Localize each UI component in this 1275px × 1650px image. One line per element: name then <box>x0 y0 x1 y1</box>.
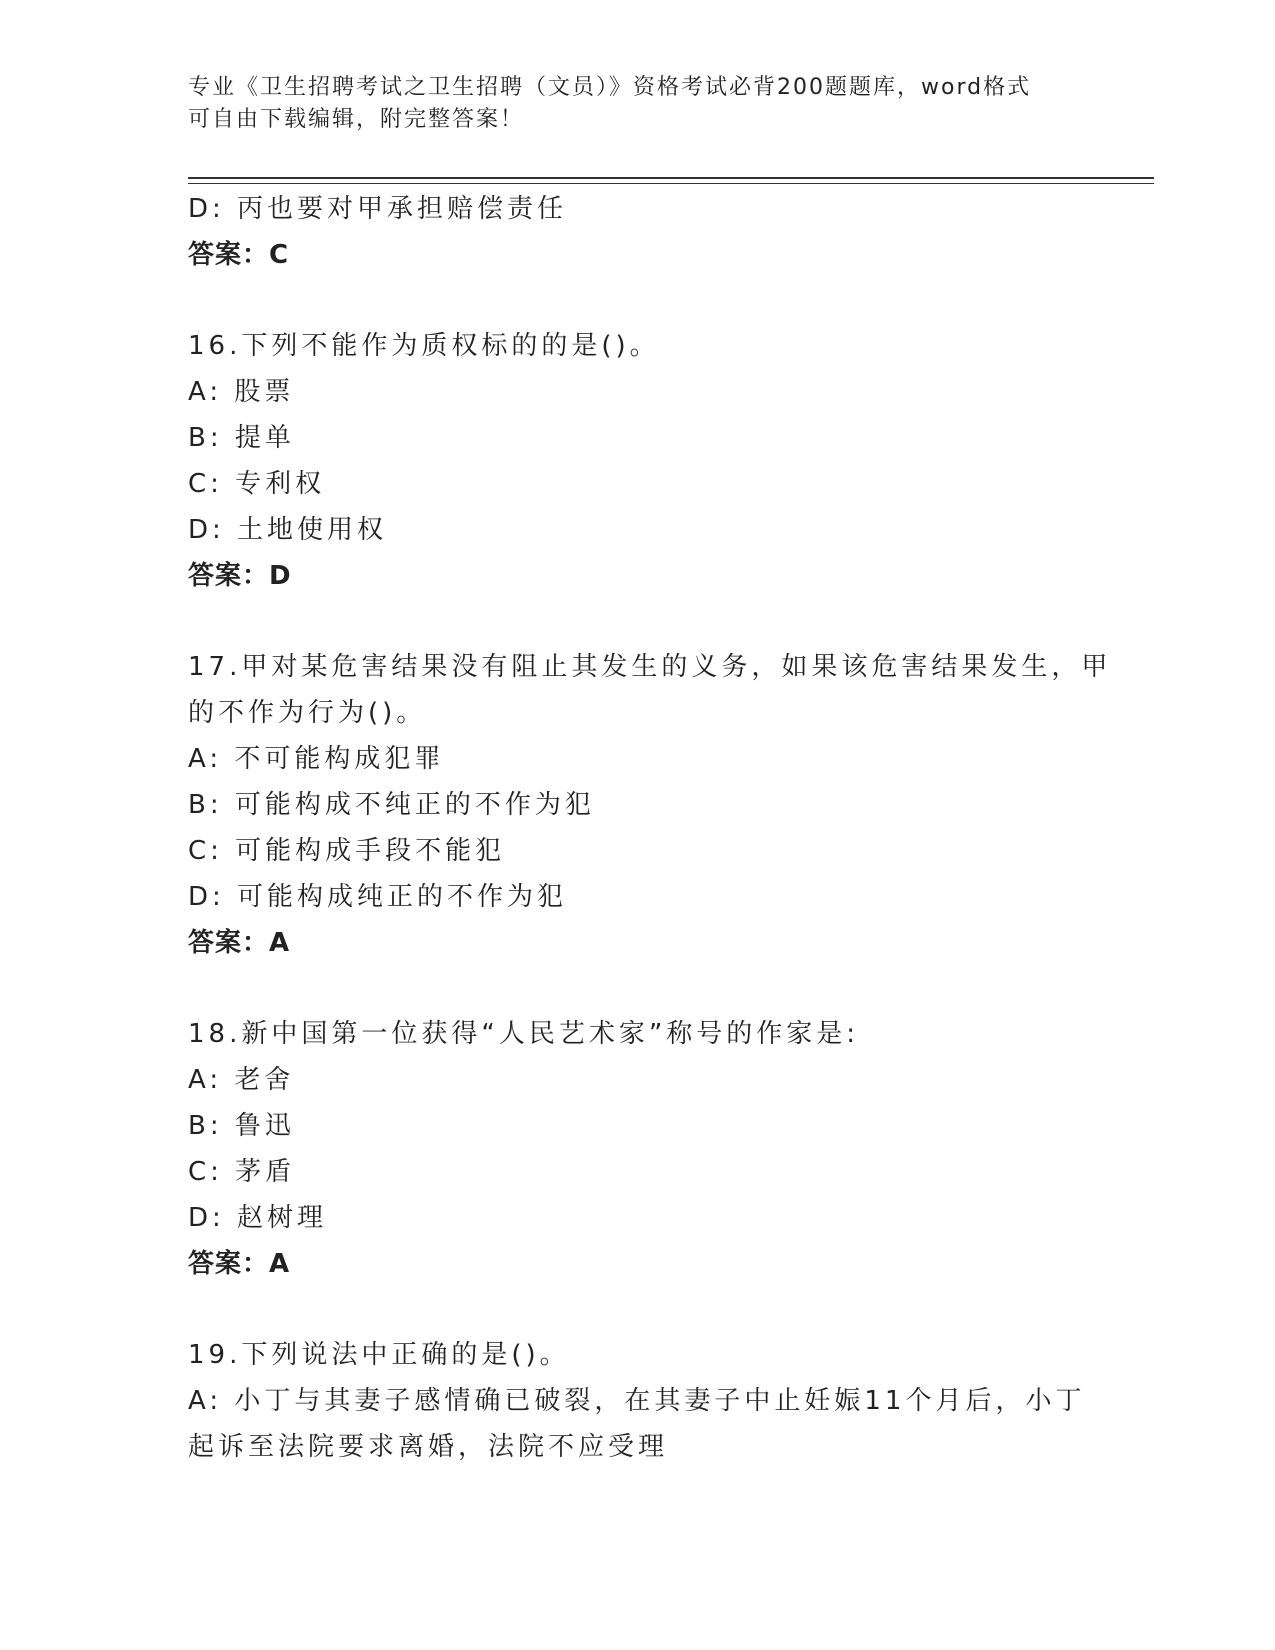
question-19 <box>188 1332 1088 1470</box>
option-c: C: 可能构成手段不能犯 <box>188 836 506 866</box>
option-d: D: 赵树理 <box>188 1203 328 1233</box>
option-c: C: 茅盾 <box>188 1157 296 1187</box>
question-16 <box>188 323 1088 599</box>
question-17 <box>188 644 1112 966</box>
option-a-line-1: A: 小丁与其妻子感情确已破裂，在其妻子中止妊娠11个月后，小丁 <box>188 1386 1086 1416</box>
question-stem: 18.新中国第一位获得“人民艺术家”称号的作家是: <box>188 1019 860 1049</box>
option-b: B: 提单 <box>188 423 295 453</box>
option-d: D: 可能构成纯正的不作为犯 <box>188 882 568 912</box>
question-18 <box>188 1011 1088 1287</box>
option-a-line-2: 起诉至法院要求离婚，法院不应受理 <box>188 1432 669 1462</box>
header-divider-thick <box>188 177 1154 179</box>
option-a: A: 不可能构成犯罪 <box>188 744 445 774</box>
option-b: B: 可能构成不纯正的不作为犯 <box>188 790 595 820</box>
option-b: B: 鲁迅 <box>188 1111 295 1141</box>
option-a: A: 股票 <box>188 377 295 407</box>
prev-question-answer: 答案：C <box>188 240 290 270</box>
header-line-1: 专业《卫生招聘考试之卫生招聘（文员）》资格考试必背200题题库，word格式 <box>188 75 1032 100</box>
spacer <box>188 278 1088 323</box>
spacer <box>188 1287 1088 1332</box>
header-divider-thin <box>188 183 1154 184</box>
answer: 答案：A <box>188 1249 291 1279</box>
page-header <box>188 72 1068 136</box>
spacer <box>188 599 1088 644</box>
spacer <box>188 966 1088 1011</box>
question-stem: 19.下列说法中正确的是()。 <box>188 1340 570 1370</box>
question-content <box>188 186 1112 1470</box>
answer: 答案：A <box>188 928 291 958</box>
question-stem-line-1: 17.甲对某危害结果没有阻止其发生的义务，如果该危害结果发生，甲 <box>188 652 1112 682</box>
option-c: C: 专利权 <box>188 469 326 499</box>
option-a: A: 老舍 <box>188 1065 295 1095</box>
answer: 答案：D <box>188 561 292 591</box>
question-stem-line-2: 的不作为行为()。 <box>188 698 427 728</box>
option-d: D: 土地使用权 <box>188 515 388 545</box>
question-stem: 16.下列不能作为质权标的的是()。 <box>188 331 660 361</box>
header-line-2: 可自由下载编辑，附完整答案！ <box>188 107 525 132</box>
prev-question-option-d: D: 丙也要对甲承担赔偿责任 <box>188 194 568 224</box>
